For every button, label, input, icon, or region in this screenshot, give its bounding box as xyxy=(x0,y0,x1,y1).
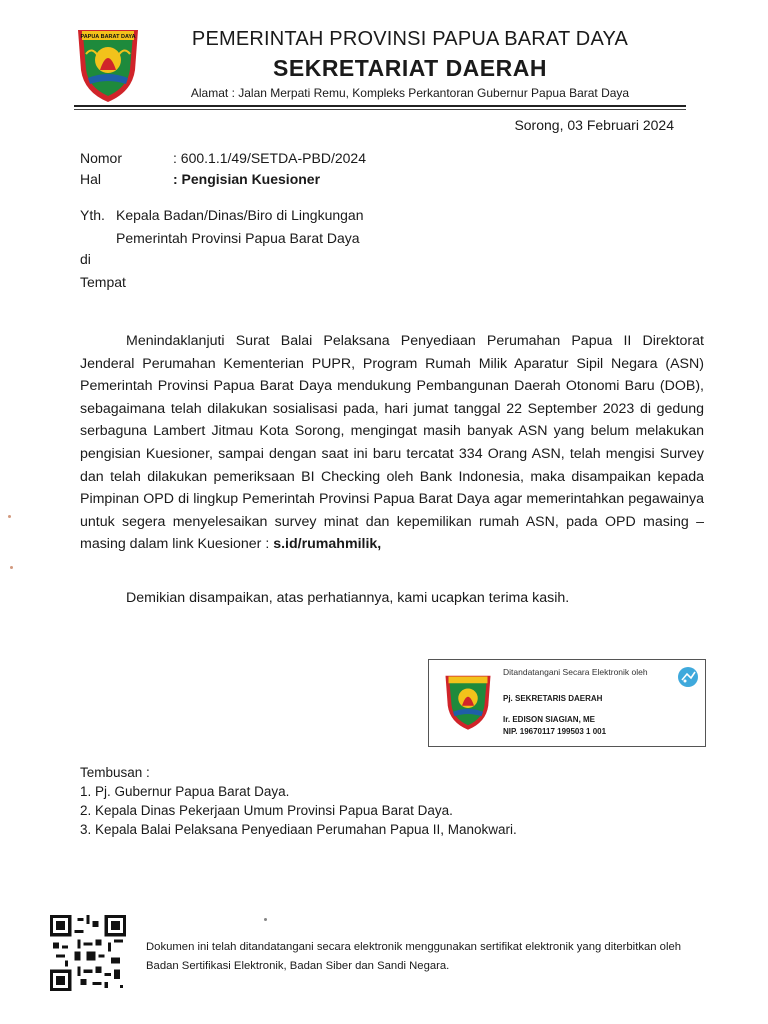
letterhead-office-name: SEKRETARIAT DAERAH xyxy=(273,55,547,81)
svg-text:PAPUA BARAT DAYA: PAPUA BARAT DAYA xyxy=(80,34,136,40)
scan-speck xyxy=(264,918,267,921)
letter-date: Sorong, 03 Februari 2024 xyxy=(514,117,674,133)
scan-speck xyxy=(10,566,13,569)
province-emblem-icon xyxy=(72,26,144,104)
closing-sentence: Demikian disampaikan, atas perhatiannya, kami ucapkan terima kasih. xyxy=(126,590,570,606)
electronic-signature-box xyxy=(428,659,706,747)
signatory-nip: NIP. 19670117 199503 1 001 xyxy=(503,727,607,736)
letterhead-divider-thin xyxy=(74,109,686,110)
recipient-line-4: Tempat xyxy=(80,274,126,290)
cc-item: 1. Pj. Gubernur Papua Barat Daya. xyxy=(80,784,290,799)
hal-value: : Pengisian Kuesioner xyxy=(173,171,321,187)
disclaimer-line-2: Badan Sertifikasi Elektronik, Badan Siber dan Sandi Negara. xyxy=(146,960,450,972)
body-paragraph: Menindaklanjuti Surat Balai Pelaksana Penyediaan Perumahan Papua II Direktorat Jenderal Perumahan Kementerian PUPR, Program Rumah Milik Aparatur Sipil Negara (ASN) Pemerintah Provinsi Papua Barat Daya mendukung Pembangunan Daerah Otonomi Baru (DOB), sebagaimana telah dilakukan sosialisasi pada, hari jumat tanggal 22 September 2023 di gedung serbaguna Lambert Jitmau Kota Sorong, mengingat masih banyak ASN yang belum melakukan pengisian Kuesioner, sampai dengan saat ini baru tercatat 334 Orang ASN, telah mengisi Survey dan telah dilakukan pemeriksaan BI Checking oleh Bank Indonesia, maka disampaikan kepada Pimpinan OPD di lingkup Pemerintah Provinsi Papua Barat Daya agar memerintahkan pegawainya untuk segera menyelesaikan survey minat dan kepemilikan rumah ASN, pada OPD masing – masing dalam link Kuesioner : xyxy=(80,333,704,553)
recipient-line-2: Pemerintah Provinsi Papua Barat Daya xyxy=(116,230,360,246)
cc-item: 2. Kepala Dinas Pekerjaan Umum Provinsi Papua Barat Daya. xyxy=(80,803,453,818)
signatory-name: Ir. EDISON SIAGIAN, ME xyxy=(503,715,596,724)
letter-body xyxy=(80,330,704,556)
letterhead-government-name: PEMERINTAH PROVINSI PAPUA BARAT DAYA xyxy=(191,28,629,50)
disclaimer-line-1: Dokumen ini telah ditandatangani secara elektronik menggunakan sertifikat elektronik yang diterbitkan oleh xyxy=(146,941,682,953)
qr-code-icon xyxy=(50,915,126,991)
scan-speck xyxy=(8,515,11,518)
bsre-badge-icon xyxy=(677,666,699,688)
cc-item: 3. Kepala Balai Pelaksana Penyediaan Perumahan Papua II, Manokwari. xyxy=(80,822,517,837)
nomor-value: : 600.1.1/49/SETDA-PBD/2024 xyxy=(173,150,366,166)
hal-label: Hal xyxy=(80,171,102,187)
recipient-line-3: di xyxy=(80,251,91,267)
questionnaire-link[interactable]: s.id/rumahmilik, xyxy=(273,536,382,553)
signature-title: Ditandatangani Secara Elektronik oleh xyxy=(503,667,648,677)
cc-heading: Tembusan : xyxy=(80,765,150,780)
e-signature-disclaimer xyxy=(146,938,766,976)
signatory-role: Pj. SEKRETARIS DAERAH xyxy=(503,694,603,703)
letterhead-address: Alamat : Jalan Merpati Remu, Kompleks Perkantoran Gubernur Papua Barat Daya xyxy=(190,86,630,100)
recipient-line-1: Kepala Badan/Dinas/Biro di Lingkungan xyxy=(116,207,364,223)
letterhead-divider xyxy=(74,105,686,107)
recipient-salutation: Yth. xyxy=(80,207,105,223)
signature-emblem-icon xyxy=(441,666,495,738)
nomor-label: Nomor xyxy=(80,150,123,166)
